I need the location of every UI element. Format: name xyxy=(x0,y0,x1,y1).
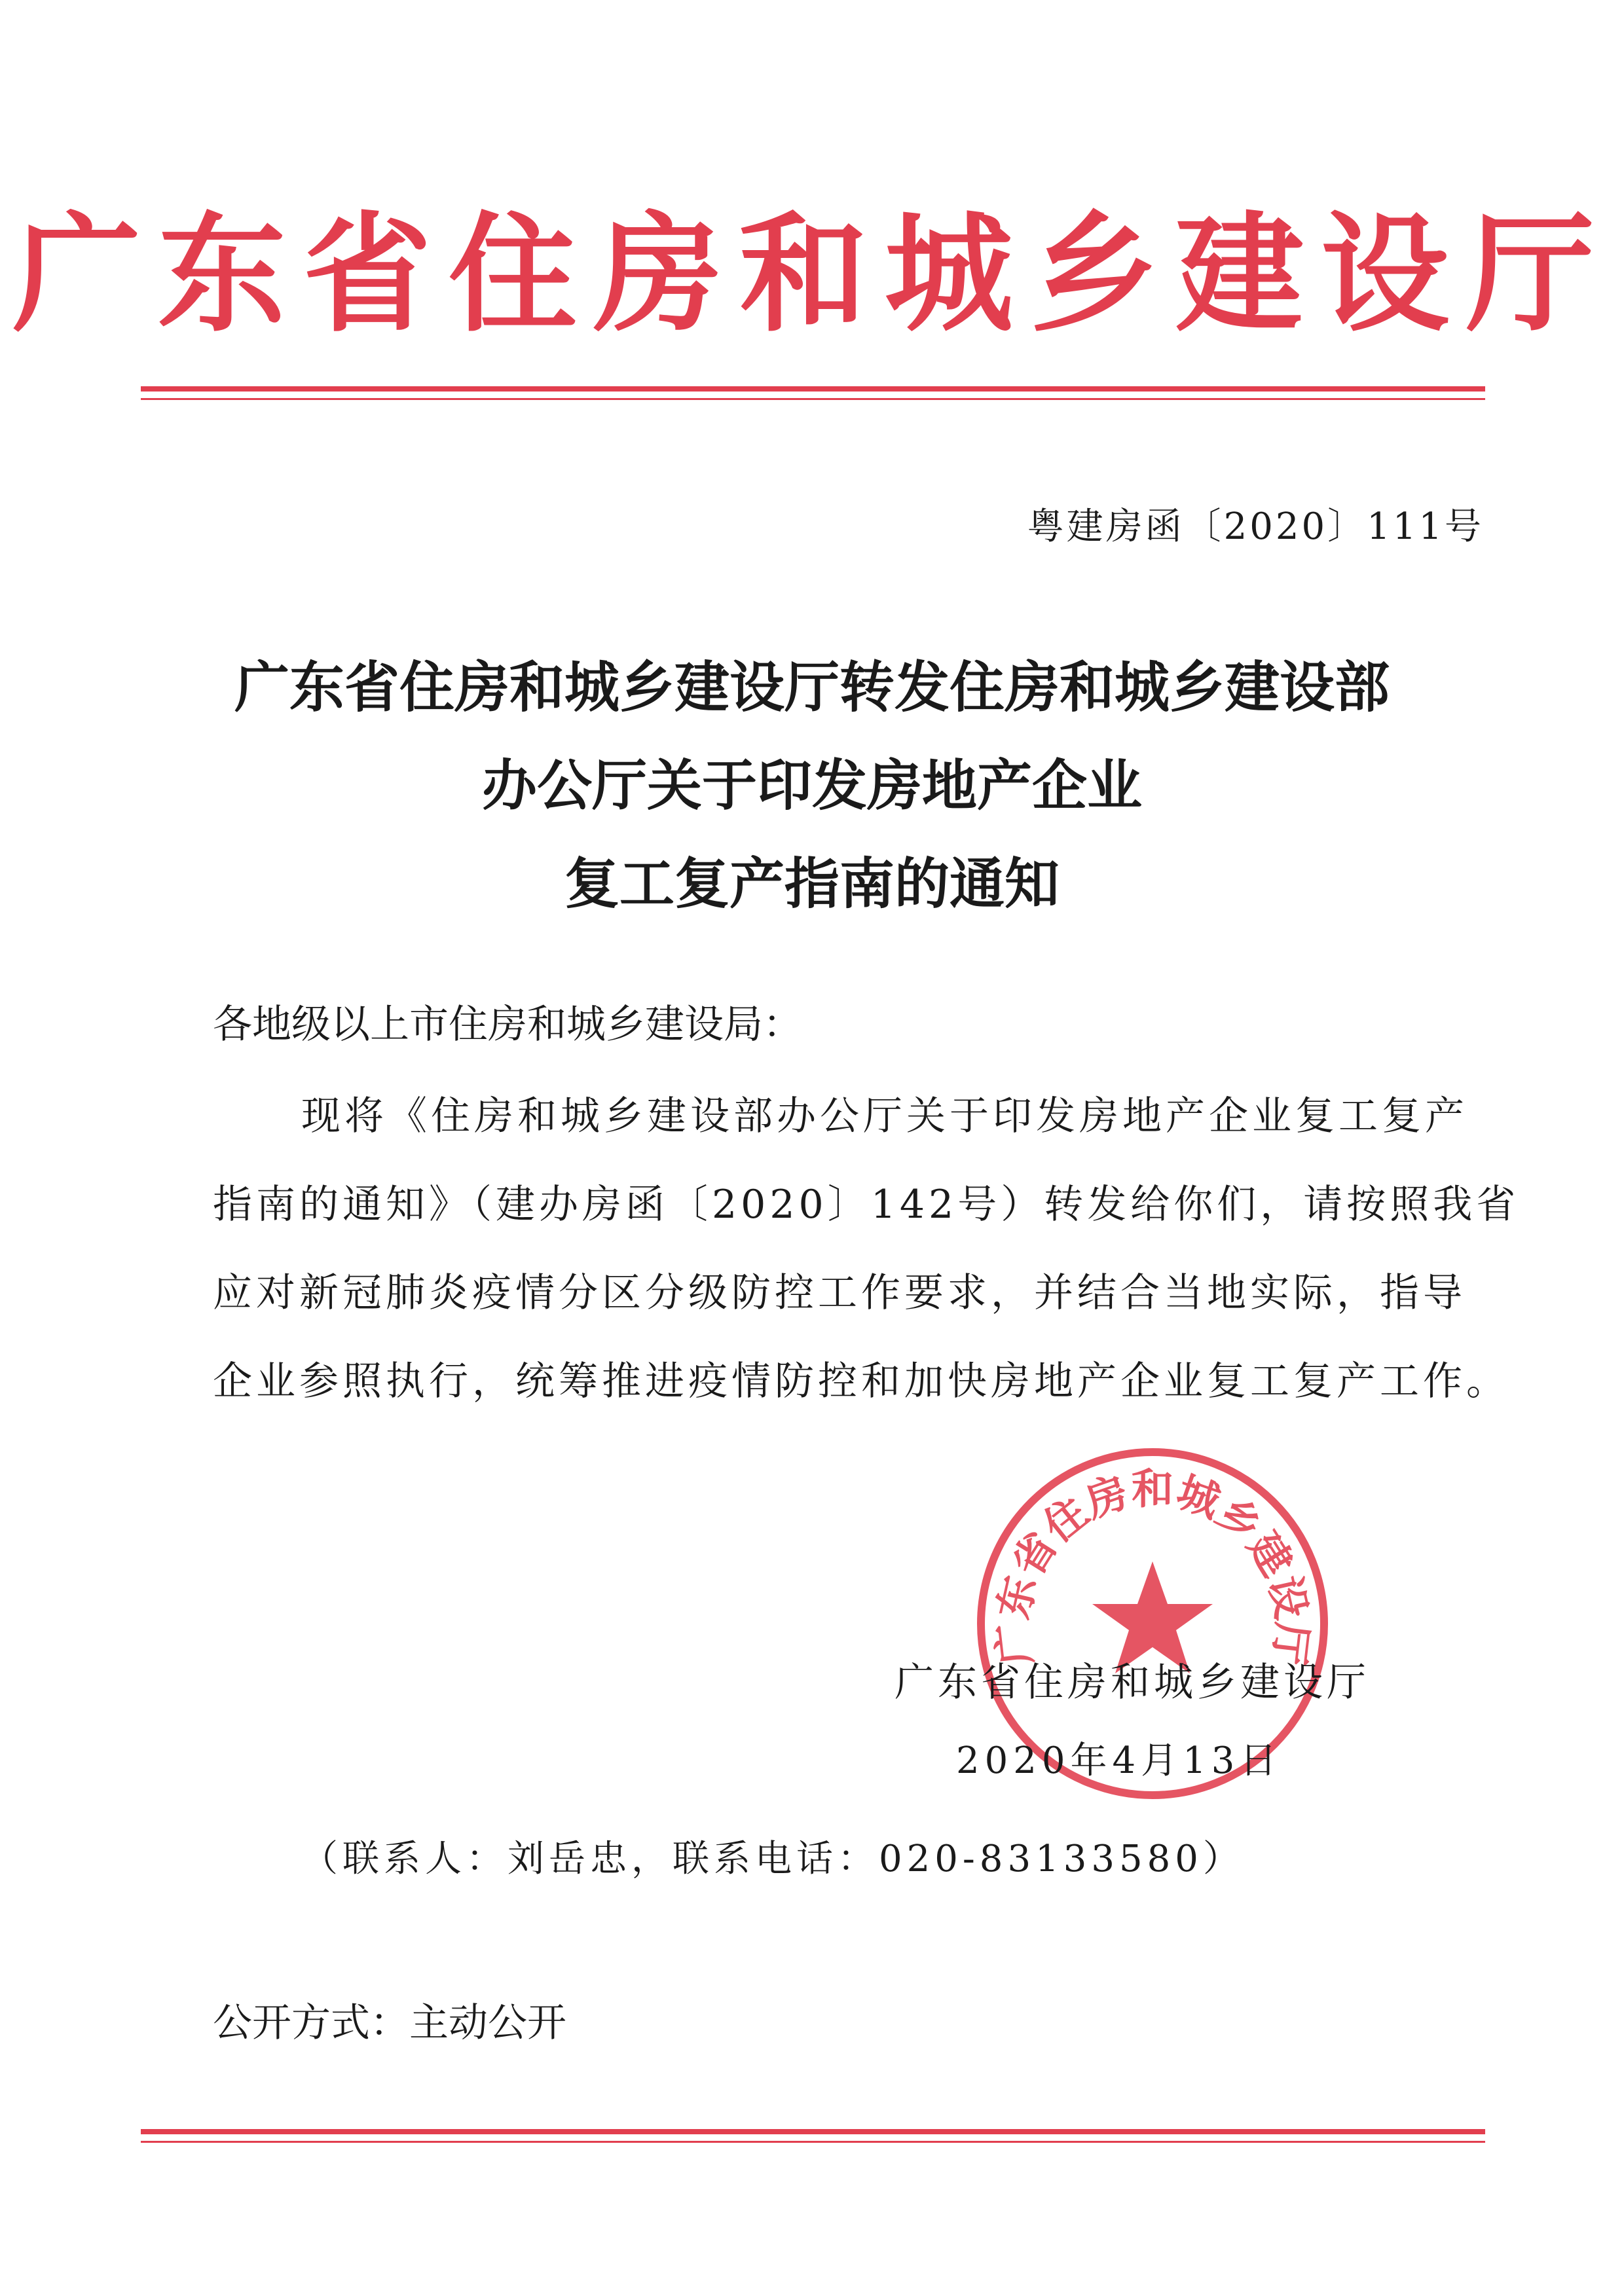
document-title-line-3: 复工复产指南的通知 xyxy=(564,851,1060,916)
issuer-signature: 广东省住房和城乡建设厅 xyxy=(895,1660,1370,1705)
body-line-1: 现将《住房和城乡建设部办公厅关于印发房地产企业复工复产 xyxy=(301,1093,1468,1139)
document-number: 粤建房函〔2020〕111号 xyxy=(1027,505,1484,548)
issue-date: 2020年4月13日 xyxy=(956,1740,1282,1782)
salutation: 各地级以上市住房和城乡建设局： xyxy=(213,1002,802,1048)
footer-rule-thick xyxy=(141,2129,1485,2134)
header-rule-thin xyxy=(141,398,1485,400)
seal-text: 广东省住房和城乡建设厅 xyxy=(988,1465,1317,1667)
disclosure-mode: 公开方式：主动公开 xyxy=(213,2000,566,2046)
document-title-line-2: 办公厅关于印发房地产企业 xyxy=(481,753,1142,818)
body-line-4: 企业参照执行，统筹推进疫情防控和加快房地产企业复工复产工作。 xyxy=(213,1358,1509,1404)
contact-info: （联系人：刘岳忠，联系电话：020-83133580） xyxy=(301,1838,1244,1880)
body-line-3: 应对新冠肺炎疫情分区分级防控工作要求，并结合当地实际，指导 xyxy=(213,1270,1466,1316)
document-title-line-1: 广东省住房和城乡建设厅转发住房和城乡建设部 xyxy=(234,655,1390,720)
agency-header-title: 广东省住房和城乡建设厅 xyxy=(12,200,1612,350)
header-rule-thick xyxy=(141,386,1485,392)
body-line-2: 指南的通知》（建办房函〔2020〕142号）转发给你们，请按照我省 xyxy=(213,1182,1520,1228)
footer-rule-thin xyxy=(141,2141,1485,2143)
